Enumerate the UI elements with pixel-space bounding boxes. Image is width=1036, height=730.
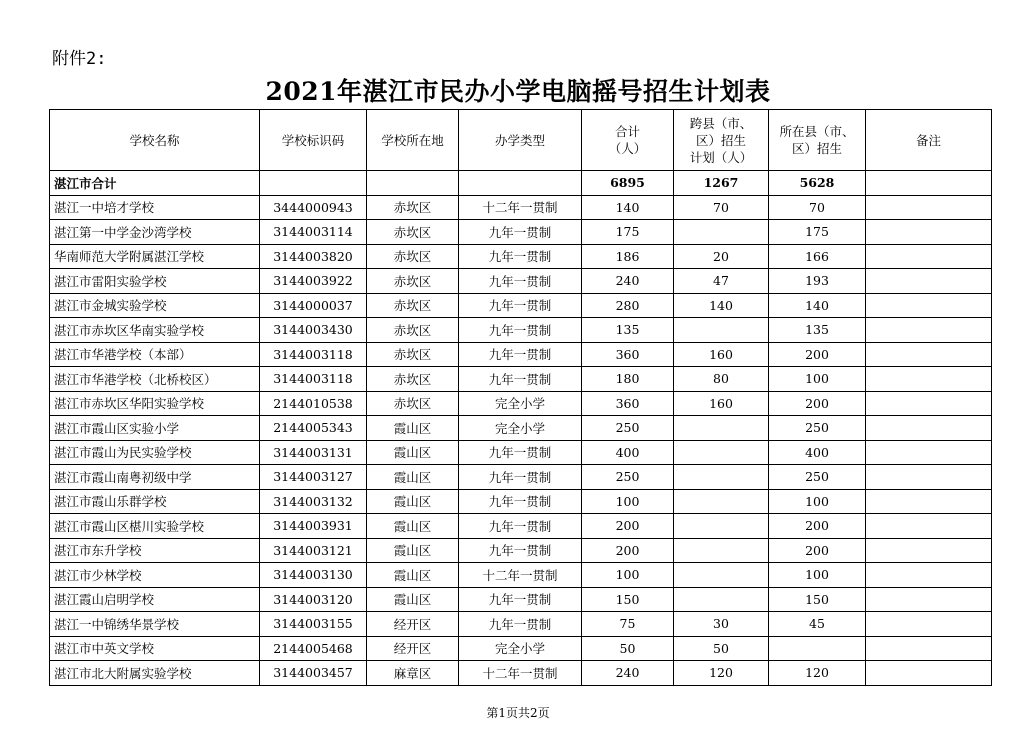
cell-local: 200: [769, 342, 866, 367]
cell-total: 75: [582, 612, 674, 637]
cell-remark: [866, 318, 992, 343]
cell-cross: 160: [674, 391, 769, 416]
cell-name: 华南师范大学附属湛江学校: [50, 244, 260, 269]
total-code: [260, 171, 367, 196]
cell-code: 3144003118: [260, 342, 367, 367]
cell-name: 湛江市华港学校（北桥校区）: [50, 367, 260, 392]
cell-name: 湛江市霞山区实验小学: [50, 416, 260, 441]
table-row: [50, 367, 992, 392]
cell-location: 经开区: [367, 612, 459, 637]
total-remark: [866, 171, 992, 196]
table-row: [50, 489, 992, 514]
cell-type: 十二年一贯制: [459, 195, 582, 220]
header-local: 所在县（市、 区）招生: [769, 110, 866, 171]
cell-code: 3144000037: [260, 293, 367, 318]
cell-location: 赤坎区: [367, 195, 459, 220]
cell-type: 完全小学: [459, 416, 582, 441]
header-school-name: 学校名称: [50, 110, 260, 171]
cell-cross: 50: [674, 636, 769, 661]
table-row: [50, 318, 992, 343]
cell-name: 湛江市华港学校（本部）: [50, 342, 260, 367]
cell-code: 3144003922: [260, 269, 367, 294]
cell-total: 240: [582, 269, 674, 294]
cell-total: 280: [582, 293, 674, 318]
cell-name: 湛江市少林学校: [50, 563, 260, 588]
cell-total: 250: [582, 416, 674, 441]
cell-remark: [866, 465, 992, 490]
cell-local: 70: [769, 195, 866, 220]
cell-local: 250: [769, 416, 866, 441]
table-row: [50, 391, 992, 416]
cell-cross: [674, 318, 769, 343]
cell-total: 180: [582, 367, 674, 392]
cell-cross: 140: [674, 293, 769, 318]
table-row: [50, 538, 992, 563]
cell-location: 霞山区: [367, 489, 459, 514]
cell-cross: [674, 489, 769, 514]
cell-code: 3144003120: [260, 587, 367, 612]
cell-local: 45: [769, 612, 866, 637]
table-row: [50, 195, 992, 220]
cell-remark: [866, 293, 992, 318]
cell-type: 九年一贯制: [459, 367, 582, 392]
cell-local: 135: [769, 318, 866, 343]
cell-location: 霞山区: [367, 514, 459, 539]
cell-local: 400: [769, 440, 866, 465]
page-title: 2021年湛江市民办小学电脑摇号招生计划表: [265, 77, 771, 106]
table-row: [50, 465, 992, 490]
cell-location: 赤坎区: [367, 220, 459, 245]
cell-type: 十二年一贯制: [459, 563, 582, 588]
cell-location: 霞山区: [367, 440, 459, 465]
cell-code: 3144003127: [260, 465, 367, 490]
cell-location: 霞山区: [367, 416, 459, 441]
cell-cross: [674, 563, 769, 588]
cell-total: 250: [582, 465, 674, 490]
cell-local: 166: [769, 244, 866, 269]
cell-type: 九年一贯制: [459, 244, 582, 269]
cell-name: 湛江市北大附属实验学校: [50, 661, 260, 686]
cell-code: 2144005343: [260, 416, 367, 441]
cell-remark: [866, 489, 992, 514]
total-cross: 1267: [674, 171, 769, 196]
cell-location: 赤坎区: [367, 367, 459, 392]
cell-total: 100: [582, 489, 674, 514]
cell-local: 175: [769, 220, 866, 245]
cell-type: 九年一贯制: [459, 342, 582, 367]
total-location: [367, 171, 459, 196]
cell-code: 3144003121: [260, 538, 367, 563]
table-row: [50, 293, 992, 318]
table-row: [50, 220, 992, 245]
cell-cross: [674, 538, 769, 563]
page-footer: 第1页共2页: [486, 706, 550, 720]
cell-local: 100: [769, 367, 866, 392]
cell-local: 140: [769, 293, 866, 318]
header-school-code: 学校标识码: [260, 110, 367, 171]
cell-cross: 70: [674, 195, 769, 220]
cell-local: 120: [769, 661, 866, 686]
header-cross-county: 跨县（市、 区）招生 计划（人）: [674, 110, 769, 171]
table-row: [50, 612, 992, 637]
cell-location: 麻章区: [367, 661, 459, 686]
cell-code: 3144003457: [260, 661, 367, 686]
cell-type: 九年一贯制: [459, 587, 582, 612]
cell-cross: 120: [674, 661, 769, 686]
cell-code: 3144003430: [260, 318, 367, 343]
table-row: [50, 661, 992, 686]
cell-type: 九年一贯制: [459, 318, 582, 343]
cell-type: 九年一贯制: [459, 489, 582, 514]
cell-local: 200: [769, 514, 866, 539]
table-row: [50, 244, 992, 269]
cell-name: 湛江市金城实验学校: [50, 293, 260, 318]
cell-location: 赤坎区: [367, 293, 459, 318]
header-school-type: 办学类型: [459, 110, 582, 171]
cell-name: 湛江市雷阳实验学校: [50, 269, 260, 294]
cell-location: 霞山区: [367, 563, 459, 588]
cell-code: 3144003132: [260, 489, 367, 514]
cell-name: 湛江一中培才学校: [50, 195, 260, 220]
cell-local: 100: [769, 563, 866, 588]
cell-type: 九年一贯制: [459, 269, 582, 294]
cell-remark: [866, 416, 992, 441]
cell-location: 霞山区: [367, 538, 459, 563]
table-row: [50, 563, 992, 588]
cell-remark: [866, 563, 992, 588]
cell-remark: [866, 269, 992, 294]
cell-cross: [674, 465, 769, 490]
cell-code: 3144003114: [260, 220, 367, 245]
cell-code: 3144003931: [260, 514, 367, 539]
cell-remark: [866, 342, 992, 367]
cell-local: 100: [769, 489, 866, 514]
cell-code: 2144005468: [260, 636, 367, 661]
header-total: 合计 （人）: [582, 110, 674, 171]
cell-remark: [866, 636, 992, 661]
total-local: 5628: [769, 171, 866, 196]
cell-remark: [866, 538, 992, 563]
cell-name: 湛江霞山启明学校: [50, 587, 260, 612]
cell-remark: [866, 244, 992, 269]
cell-type: 九年一贯制: [459, 612, 582, 637]
cell-total: 135: [582, 318, 674, 343]
table-row: [50, 587, 992, 612]
cell-code: 2144010538: [260, 391, 367, 416]
cell-location: 霞山区: [367, 465, 459, 490]
cell-type: 九年一贯制: [459, 465, 582, 490]
cell-total: 150: [582, 587, 674, 612]
cell-remark: [866, 612, 992, 637]
cell-remark: [866, 514, 992, 539]
cell-cross: 20: [674, 244, 769, 269]
cell-name: 湛江第一中学金沙湾学校: [50, 220, 260, 245]
cell-total: 200: [582, 514, 674, 539]
cell-cross: [674, 416, 769, 441]
cell-remark: [866, 391, 992, 416]
cell-remark: [866, 587, 992, 612]
cell-type: 九年一贯制: [459, 440, 582, 465]
cell-name: 湛江市赤坎区华阳实验学校: [50, 391, 260, 416]
table-row: [50, 440, 992, 465]
cell-code: 3144003155: [260, 612, 367, 637]
header-location: 学校所在地: [367, 110, 459, 171]
cell-cross: [674, 514, 769, 539]
cell-local: 200: [769, 538, 866, 563]
cell-total: 186: [582, 244, 674, 269]
cell-local: 193: [769, 269, 866, 294]
cell-cross: 80: [674, 367, 769, 392]
cell-name: 湛江市霞山乐群学校: [50, 489, 260, 514]
cell-code: 3444000943: [260, 195, 367, 220]
cell-type: 九年一贯制: [459, 220, 582, 245]
cell-type: 十二年一贯制: [459, 661, 582, 686]
cell-total: 140: [582, 195, 674, 220]
cell-location: 赤坎区: [367, 269, 459, 294]
cell-name: 湛江市霞山区椹川实验学校: [50, 514, 260, 539]
cell-code: 3144003118: [260, 367, 367, 392]
cell-total: 360: [582, 342, 674, 367]
cell-remark: [866, 195, 992, 220]
total-sum: 6895: [582, 171, 674, 196]
cell-name: 湛江一中锦绣华景学校: [50, 612, 260, 637]
cell-cross: [674, 220, 769, 245]
cell-local: [769, 636, 866, 661]
cell-total: 360: [582, 391, 674, 416]
cell-cross: [674, 587, 769, 612]
cell-name: 湛江市中英文学校: [50, 636, 260, 661]
header-remark: 备注: [866, 110, 992, 171]
cell-type: 九年一贯制: [459, 293, 582, 318]
cell-remark: [866, 367, 992, 392]
cell-location: 赤坎区: [367, 318, 459, 343]
attachment-label: 附件2:: [52, 49, 107, 69]
cell-type: 九年一贯制: [459, 538, 582, 563]
enrollment-plan-table: [49, 109, 992, 686]
cell-local: 250: [769, 465, 866, 490]
table-row: [50, 636, 992, 661]
cell-name: 湛江市赤坎区华南实验学校: [50, 318, 260, 343]
total-name: 湛江市合计: [50, 171, 260, 196]
cell-total: 400: [582, 440, 674, 465]
cell-type: 完全小学: [459, 636, 582, 661]
cell-name: 湛江市霞山南粤初级中学: [50, 465, 260, 490]
total-row: [50, 171, 992, 196]
cell-total: 200: [582, 538, 674, 563]
header-row: [50, 110, 992, 171]
cell-total: 240: [582, 661, 674, 686]
cell-location: 赤坎区: [367, 342, 459, 367]
cell-cross: 47: [674, 269, 769, 294]
cell-location: 经开区: [367, 636, 459, 661]
table-row: [50, 342, 992, 367]
cell-location: 赤坎区: [367, 391, 459, 416]
cell-remark: [866, 440, 992, 465]
cell-name: 湛江市霞山为民实验学校: [50, 440, 260, 465]
cell-name: 湛江市东升学校: [50, 538, 260, 563]
table-row: [50, 416, 992, 441]
cell-type: 九年一贯制: [459, 514, 582, 539]
cell-code: 3144003130: [260, 563, 367, 588]
cell-local: 150: [769, 587, 866, 612]
cell-cross: 30: [674, 612, 769, 637]
table-row: [50, 514, 992, 539]
cell-location: 赤坎区: [367, 244, 459, 269]
cell-total: 175: [582, 220, 674, 245]
cell-total: 50: [582, 636, 674, 661]
cell-code: 3144003820: [260, 244, 367, 269]
cell-code: 3144003131: [260, 440, 367, 465]
cell-type: 完全小学: [459, 391, 582, 416]
cell-cross: [674, 440, 769, 465]
cell-remark: [866, 661, 992, 686]
cell-remark: [866, 220, 992, 245]
cell-cross: 160: [674, 342, 769, 367]
cell-location: 霞山区: [367, 587, 459, 612]
cell-total: 100: [582, 563, 674, 588]
table-row: [50, 269, 992, 294]
total-type: [459, 171, 582, 196]
cell-local: 200: [769, 391, 866, 416]
